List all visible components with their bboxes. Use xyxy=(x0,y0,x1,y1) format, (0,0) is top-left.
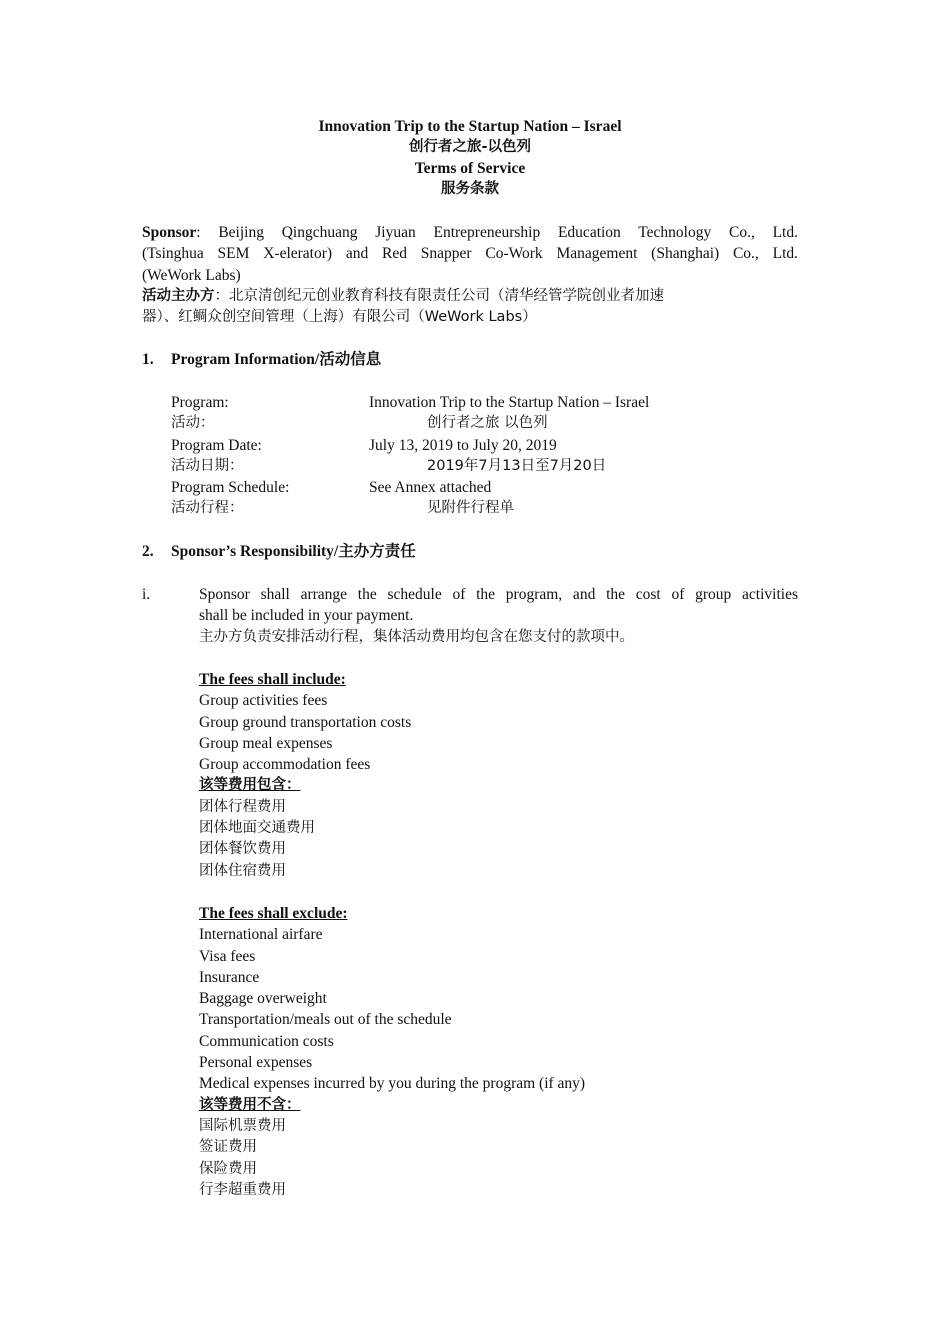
sponsor-label: Sponsor xyxy=(142,224,197,241)
section-heading-responsibility xyxy=(142,541,416,562)
program-info-value: 见附件行程单 xyxy=(427,500,514,517)
list-item: Personal expenses xyxy=(199,1054,313,1072)
clause-text-1: Sponsor shall arrange the schedule of the program, and the cost of group activities xyxy=(199,586,798,603)
list-item-cn: 签证费用 xyxy=(199,1139,257,1156)
sponsor-text-3: (WeWork Labs) xyxy=(142,266,241,284)
program-info-value: See Annex attached xyxy=(369,479,492,497)
list-item: International airfare xyxy=(199,926,323,944)
list-item: Visa fees xyxy=(199,947,256,965)
list-item: Group activities fees xyxy=(199,692,328,710)
sponsor-text-cn-2: 器）、红鲷众创空间管理（上海）有限公司（WeWork Labs） xyxy=(142,309,537,326)
section-title: Sponsor’s Responsibility/主办方责任 xyxy=(171,543,416,560)
program-info-label: 活动日期： xyxy=(171,457,244,474)
list-item: Baggage overweight xyxy=(199,990,327,1008)
list-item-cn: 国际机票费用 xyxy=(199,1117,286,1134)
title-line-cn: 创行者之旅-以色列 xyxy=(408,139,532,155)
program-info-label: Program Schedule: xyxy=(171,479,290,497)
subtitle-line-cn: 服务条款 xyxy=(441,181,499,197)
program-info-value: Innovation Trip to the Startup Nation – Israel xyxy=(369,394,650,411)
list-item: Group ground transportation costs xyxy=(199,713,412,731)
list-item: Communication costs xyxy=(199,1032,334,1050)
program-info-value: 创行者之旅 以色列 xyxy=(427,415,548,432)
list-item: Insurance xyxy=(199,968,260,986)
list-item-cn: 团体住宿费用 xyxy=(199,862,286,879)
program-info-value: July 13, 2019 to July 20, 2019 xyxy=(369,436,557,454)
list-item: Medical expenses incurred by you during the program (if any) xyxy=(199,1075,586,1093)
program-info-label: 活动： xyxy=(171,415,215,432)
clause-text-cn: 主办方负责安排活动行程，集体活动费用均包含在您支付的款项中。 xyxy=(199,628,634,645)
list-heading-cn: 该等费用不含： xyxy=(199,1096,301,1113)
list-item-cn: 行李超重费用 xyxy=(199,1181,286,1198)
title-line-en: Innovation Trip to the Startup Nation – Israel xyxy=(318,118,622,135)
list-heading-cn: 该等费用包含： xyxy=(199,777,301,794)
list-item-cn: 保险费用 xyxy=(199,1160,257,1177)
program-info-label: 活动行程： xyxy=(171,500,244,517)
document-title xyxy=(0,116,940,200)
fees-exclude-list xyxy=(199,903,585,1201)
list-item: Group meal expenses xyxy=(199,734,333,752)
list-item: Group accommodation fees xyxy=(199,756,371,774)
sponsor-label-cn: 活动主办方 xyxy=(142,287,215,304)
sponsor-text-1: : Beijing Qingchuang Jiyuan Entrepreneurship Education Technology Co., Ltd. xyxy=(196,224,798,241)
subtitle-line-en: Terms of Service xyxy=(414,160,526,177)
list-item-cn: 团体餐饮费用 xyxy=(199,841,286,858)
section-title: Program Information/活动信息 xyxy=(171,351,382,368)
program-info-label: Program Date: xyxy=(171,436,262,454)
section-heading-program-info xyxy=(142,349,381,370)
list-item-cn: 团体行程费用 xyxy=(199,798,286,815)
sponsor-paragraph xyxy=(142,222,798,328)
section-number: 1. xyxy=(142,351,154,368)
list-item-cn: 团体地面交通费用 xyxy=(199,820,315,837)
clause-i xyxy=(142,584,798,648)
clause-marker: i. xyxy=(142,586,151,603)
sponsor-text-2: (Tsinghua SEM X-elerator) and Red Snapper Co-Work Management (Shanghai) Co., Ltd. xyxy=(142,245,798,263)
fees-include-list xyxy=(199,669,411,882)
program-info-value: 2019年7月13日至7月20日 xyxy=(427,457,607,474)
list-heading: The fees shall include: xyxy=(199,671,346,688)
list-item: Transportation/meals out of the schedule xyxy=(199,1011,452,1029)
clause-text-2: shall be included in your payment. xyxy=(199,607,414,625)
sponsor-text-cn-1: ：北京清创纪元创业教育科技有限责任公司（清华经管学院创业者加速 xyxy=(214,287,664,304)
section-number: 2. xyxy=(142,543,154,560)
list-heading: The fees shall exclude: xyxy=(199,905,348,922)
program-info-label: Program: xyxy=(171,394,229,411)
